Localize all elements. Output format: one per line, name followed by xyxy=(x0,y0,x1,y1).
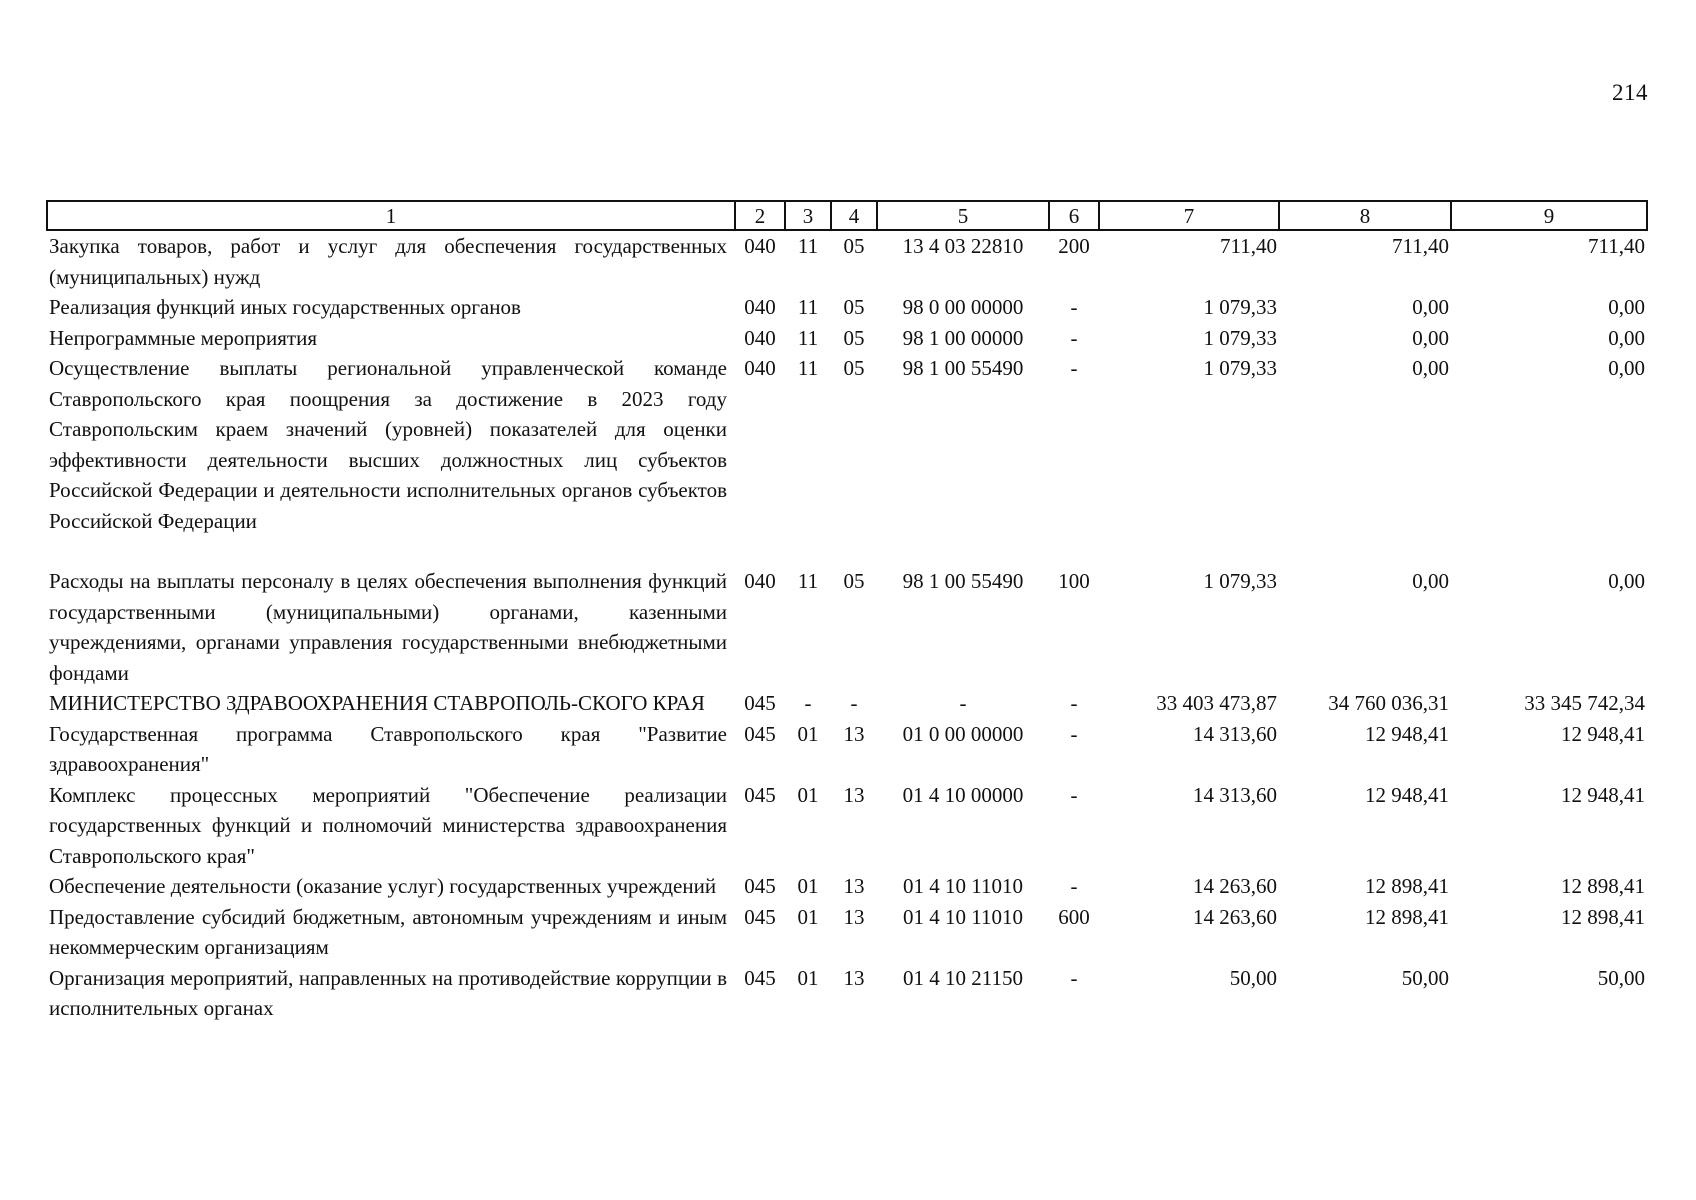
row-name: Предоставление субсидий бюджетным, автономным учреждениям и иным некоммерческим организациям xyxy=(49,904,727,959)
budget-table xyxy=(46,200,1648,1024)
row-article: 98 0 00 00000 xyxy=(902,295,1024,319)
row-amount-col8: 711,40 xyxy=(1392,234,1449,258)
row-article: 01 0 00 00000 xyxy=(902,721,1024,746)
row-subsection: 13 xyxy=(843,721,865,746)
row-article: - xyxy=(959,691,967,715)
row-code: 045 xyxy=(744,721,776,746)
row-name: Осуществление выплаты региональной управленческой команде Ставропольского края поощрения за достижение в 2023 году Ставропольским краем значений (уровней) показателей для оценки эффективности деятельности высших должностных лиц субъектов Российской Федерации и деятельности исполнительных органов субъектов Российской Федерации xyxy=(49,356,727,533)
column-header: 5 xyxy=(877,201,1049,230)
row-name: МИНИСТЕРСТВО ЗДРАВООХРАНЕНИЯ СТАВРОПОЛЬ-СКОГО КРАЯ xyxy=(49,691,705,715)
row-subsection: 13 xyxy=(843,874,865,898)
row-section: 01 xyxy=(797,965,819,990)
row-code: 045 xyxy=(744,691,776,715)
row-article: 13 4 03 22810 xyxy=(902,234,1024,258)
row-expense-type: 600 xyxy=(1058,904,1090,929)
row-amount-col8: 12 898,41 xyxy=(1365,904,1449,929)
row-section: - xyxy=(804,691,812,715)
row-amount-col8: 0,00 xyxy=(1412,295,1449,319)
column-header: 6 xyxy=(1049,201,1099,230)
row-article: 01 4 10 21150 xyxy=(903,965,1023,990)
row-amount-col8: 0,00 xyxy=(1412,569,1449,593)
table-row xyxy=(47,871,1647,902)
row-code: 040 xyxy=(744,325,776,350)
row-subsection: 05 xyxy=(843,569,865,593)
row-amount-col8: 0,00 xyxy=(1412,325,1449,350)
row-article: 98 1 00 55490 xyxy=(902,569,1024,593)
row-amount-col8: 12 898,41 xyxy=(1365,874,1449,898)
row-code: 045 xyxy=(744,965,776,990)
row-code: 040 xyxy=(744,234,776,258)
row-expense-type: - xyxy=(1070,965,1078,990)
row-amount-col9: 0,00 xyxy=(1608,356,1645,380)
row-expense-type: - xyxy=(1070,356,1078,380)
row-section: 11 xyxy=(797,234,819,258)
row-amount-col9: 0,00 xyxy=(1608,325,1645,350)
row-amount-col7: 1 079,33 xyxy=(1203,356,1277,380)
row-amount-col7: 1 079,33 xyxy=(1203,295,1277,319)
row-code: 045 xyxy=(744,874,776,898)
row-subsection: 13 xyxy=(843,965,865,990)
row-expense-type: - xyxy=(1070,721,1078,746)
row-code: 040 xyxy=(744,569,776,593)
table-row xyxy=(47,566,1647,688)
table-row xyxy=(47,719,1647,780)
header-row xyxy=(47,201,1647,230)
row-amount-col8: 0,00 xyxy=(1412,356,1449,380)
column-header: 3 xyxy=(785,201,831,230)
table-row xyxy=(47,780,1647,872)
row-subsection: 05 xyxy=(843,234,865,258)
column-header: 7 xyxy=(1099,201,1279,230)
row-name: Закупка товаров, работ и услуг для обеспечения государственных (муниципальных) нужд xyxy=(49,234,727,289)
table-row xyxy=(47,902,1647,963)
table-row xyxy=(47,688,1647,719)
row-code: 040 xyxy=(744,356,776,380)
row-subsection: 13 xyxy=(843,904,865,929)
row-name: Государственная программа Ставропольского края "Развитие здравоохранения" xyxy=(49,721,727,776)
row-article: 98 1 00 00000 xyxy=(902,325,1024,350)
row-amount-col9: 12 898,41 xyxy=(1561,904,1645,929)
row-amount-col8: 50,00 xyxy=(1401,965,1449,990)
row-section: 11 xyxy=(797,325,819,350)
row-section: 01 xyxy=(797,904,819,929)
row-expense-type: 100 xyxy=(1058,569,1090,593)
row-amount-col9: 0,00 xyxy=(1608,295,1645,319)
row-code: 045 xyxy=(744,782,776,807)
column-header: 9 xyxy=(1451,201,1647,230)
column-header: 8 xyxy=(1279,201,1451,230)
row-amount-col7: 50,00 xyxy=(1229,965,1277,990)
row-subsection: - xyxy=(850,691,858,715)
row-code: 045 xyxy=(744,904,776,929)
row-amount-col9: 50,00 xyxy=(1597,965,1645,990)
column-header: 1 xyxy=(47,201,735,230)
row-article: 01 4 10 11010 xyxy=(903,874,1023,898)
row-name: Расходы на выплаты персоналу в целях обеспечения выполнения функций государственными (муниципальными) органами, казенными учреждениями, органами управления государственными внебюджетными фондами xyxy=(49,569,727,685)
row-amount-col8: 12 948,41 xyxy=(1365,782,1449,807)
row-subsection: 05 xyxy=(843,356,865,380)
row-name: Обеспечение деятельности (оказание услуг) государственных учреждений xyxy=(49,874,717,898)
row-amount-col9: 12 898,41 xyxy=(1561,874,1645,898)
row-article: 01 4 10 00000 xyxy=(902,782,1024,807)
row-name: Комплекс процессных мероприятий "Обеспечение реализации государственных функций и полномочий министерства здравоохранения Ставропольского края" xyxy=(49,782,727,868)
row-amount-col7: 711,40 xyxy=(1220,234,1277,258)
row-amount-col7: 14 263,60 xyxy=(1193,874,1277,898)
row-subsection: 05 xyxy=(843,325,865,350)
row-section: 11 xyxy=(797,356,819,380)
row-amount-col7: 14 313,60 xyxy=(1193,782,1277,807)
row-expense-type: - xyxy=(1070,874,1078,898)
row-name: Организация мероприятий, направленных на противодействие коррупции в исполнительных органах xyxy=(49,965,727,1020)
row-section: 11 xyxy=(797,569,819,593)
row-amount-col7: 33 403 473,87 xyxy=(1156,691,1277,715)
column-header: 2 xyxy=(735,201,785,230)
row-section: 01 xyxy=(797,874,819,898)
column-header: 4 xyxy=(831,201,877,230)
row-expense-type: - xyxy=(1070,295,1078,319)
table-row xyxy=(47,963,1647,1024)
row-expense-type: - xyxy=(1070,325,1078,350)
table-row xyxy=(47,323,1647,354)
row-expense-type: - xyxy=(1070,782,1078,807)
row-section: 01 xyxy=(797,721,819,746)
row-expense-type: - xyxy=(1070,691,1078,715)
row-code: 040 xyxy=(744,295,776,319)
row-name: Реализация функций иных государственных органов xyxy=(49,295,521,319)
row-amount-col9: 33 345 742,34 xyxy=(1524,691,1645,715)
table-row xyxy=(47,230,1647,292)
row-section: 11 xyxy=(797,295,819,319)
row-amount-col7: 1 079,33 xyxy=(1203,325,1277,350)
row-subsection: 05 xyxy=(843,295,865,319)
row-article: 98 1 00 55490 xyxy=(902,356,1024,380)
row-subsection: 13 xyxy=(843,782,865,807)
row-amount-col8: 34 760 036,31 xyxy=(1328,691,1449,715)
table-row xyxy=(47,292,1647,323)
page-number: 214 xyxy=(1612,80,1648,105)
row-amount-col8: 12 948,41 xyxy=(1365,721,1449,746)
row-amount-col7: 1 079,33 xyxy=(1203,569,1277,593)
row-expense-type: 200 xyxy=(1058,234,1090,258)
row-amount-col7: 14 263,60 xyxy=(1193,904,1277,929)
row-amount-col9: 12 948,41 xyxy=(1561,782,1645,807)
row-name: Непрограммные мероприятия xyxy=(49,325,317,350)
table-row xyxy=(47,353,1647,566)
row-article: 01 4 10 11010 xyxy=(903,904,1023,929)
row-amount-col7: 14 313,60 xyxy=(1193,721,1277,746)
row-amount-col9: 0,00 xyxy=(1608,569,1645,593)
row-amount-col9: 711,40 xyxy=(1588,234,1645,258)
row-amount-col9: 12 948,41 xyxy=(1561,721,1645,746)
row-section: 01 xyxy=(797,782,819,807)
